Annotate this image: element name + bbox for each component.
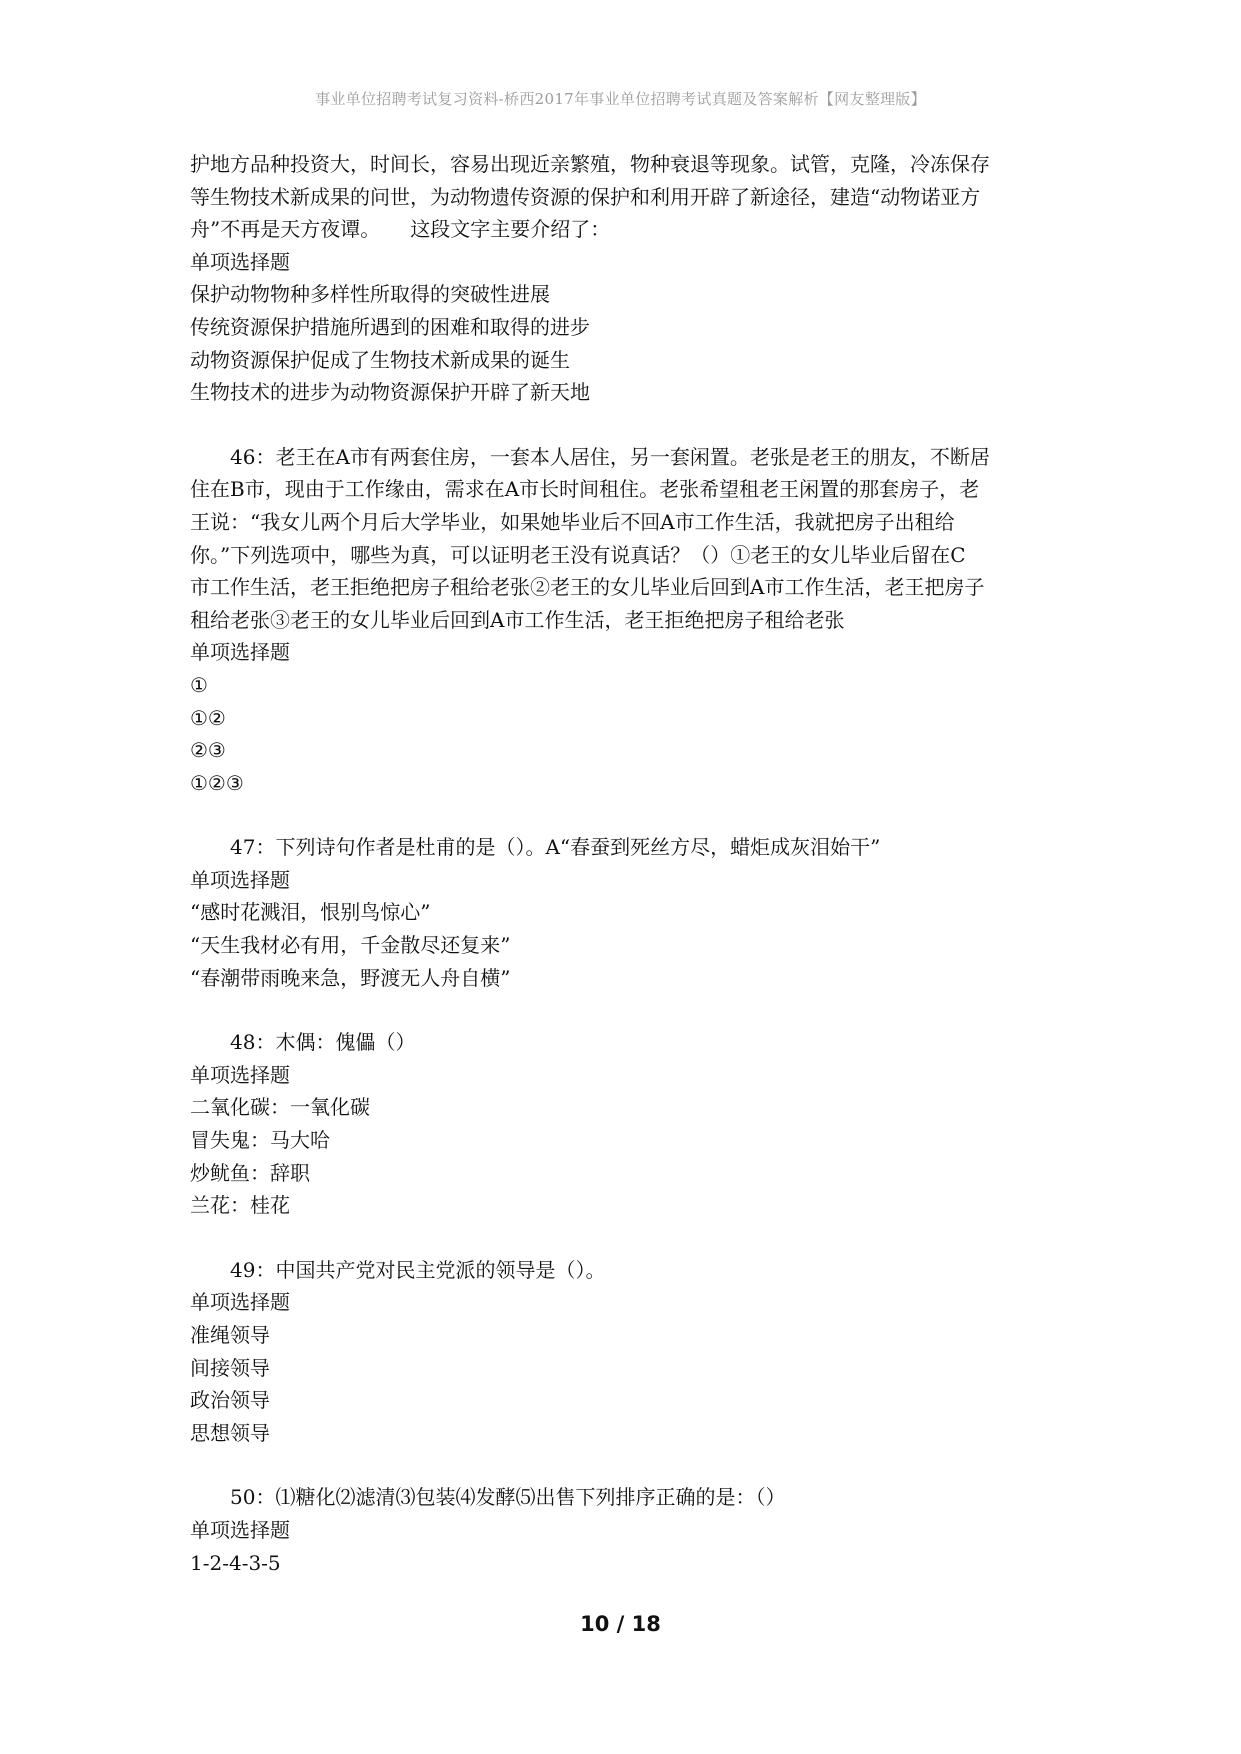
question-text: 你。”下列选项中，哪些为真，可以证明老王没有说真话？（）①老王的女儿毕业后留在C <box>190 542 966 567</box>
question-text: 租给老张③老王的女儿毕业后回到A市工作生活，老王拒绝把房子租给老张 <box>190 607 845 632</box>
question-type: 单项选择题 <box>190 867 290 892</box>
option: 政治领导 <box>190 1388 270 1413</box>
question-text: 47：下列诗句作者是杜甫的是（）。A“春蚕到死丝方尽，蜡炬成灰泪始干” <box>230 835 881 860</box>
question-text: 等生物技术新成果的问世，为动物遗传资源的保护和利用开辟了新途径，建造“动物诺亚方 <box>190 184 981 209</box>
option: 炒鱿鱼：辞职 <box>190 1160 310 1185</box>
question-type: 单项选择题 <box>190 640 290 665</box>
question-type: 单项选择题 <box>190 249 290 274</box>
question-text: 王说：“我女儿两个月后大学毕业，如果她毕业后不回A市工作生活，我就把房子出租给 <box>190 509 955 534</box>
question-text: 护地方品种投资大，时间长，容易出现近亲繁殖，物种衰退等现象。试管，克隆，冷冻保存 <box>190 152 990 176</box>
question-text: 50：⑴糖化⑵滤清⑶包装⑷发酵⑸出售下列排序正确的是：（） <box>230 1485 786 1510</box>
option: ②③ <box>190 738 226 763</box>
question-text: 49：中国共产党对民主党派的领导是（）。 <box>230 1257 606 1282</box>
option: “天生我材必有用，千金散尽还复来” <box>190 933 511 958</box>
question-48 <box>190 1026 1070 1222</box>
page-header: 事业单位招聘考试复习资料-桥西2017年事业单位招聘考试真题及答案解析【网友整理版】 <box>315 90 926 108</box>
question-46 <box>190 441 1070 800</box>
option: 动物资源保护促成了生物技术新成果的诞生 <box>190 347 570 372</box>
question-47 <box>190 831 1070 994</box>
question-type: 单项选择题 <box>190 1290 290 1315</box>
option: ① <box>190 672 208 697</box>
option: “春潮带雨晚来急，野渡无人舟自横” <box>190 965 511 990</box>
option: 思想领导 <box>190 1420 270 1445</box>
option: 保护动物物种多样性所取得的突破性进展 <box>190 282 550 307</box>
option: “感时花溅泪，恨别鸟惊心” <box>190 900 431 925</box>
option: 生物技术的进步为动物资源保护开辟了新天地 <box>190 380 590 405</box>
option: ①②③ <box>190 770 244 795</box>
option: 兰花：桂花 <box>190 1193 290 1218</box>
question-49 <box>190 1254 1070 1450</box>
question-45 <box>190 148 1070 409</box>
option: 二氧化碳：一氧化碳 <box>190 1095 370 1120</box>
option: ①② <box>190 705 226 730</box>
page-number: 10 / 18 <box>580 1612 661 1636</box>
question-50 <box>190 1481 1070 1579</box>
option: 间接领导 <box>190 1355 270 1380</box>
option: 1-2-4-3-5 <box>190 1550 281 1575</box>
question-text: 住在B市，现由于工作缘由，需求在A市长时间租住。老张希望租老王闲置的那套房子，老 <box>190 477 980 502</box>
option: 传统资源保护措施所遇到的困难和取得的进步 <box>190 314 590 339</box>
question-text: 舟”不再是天方夜谭。 这段文字主要介绍了： <box>190 217 611 242</box>
option: 冒失鬼：马大哈 <box>190 1128 330 1153</box>
question-text: 46：老王在A市有两套住房，一套本人居住，另一套闲置。老张是老王的朋友，不断居 <box>230 444 990 469</box>
document-body <box>190 148 1070 1579</box>
option: 准绳领导 <box>190 1323 270 1347</box>
question-text: 48：木偶：傀儡（） <box>230 1030 416 1055</box>
question-text: 市工作生活，老王拒绝把房子租给老张②老王的女儿毕业后回到A市工作生活，老王把房子 <box>190 575 985 600</box>
question-type: 单项选择题 <box>190 1062 290 1087</box>
question-type: 单项选择题 <box>190 1517 290 1542</box>
